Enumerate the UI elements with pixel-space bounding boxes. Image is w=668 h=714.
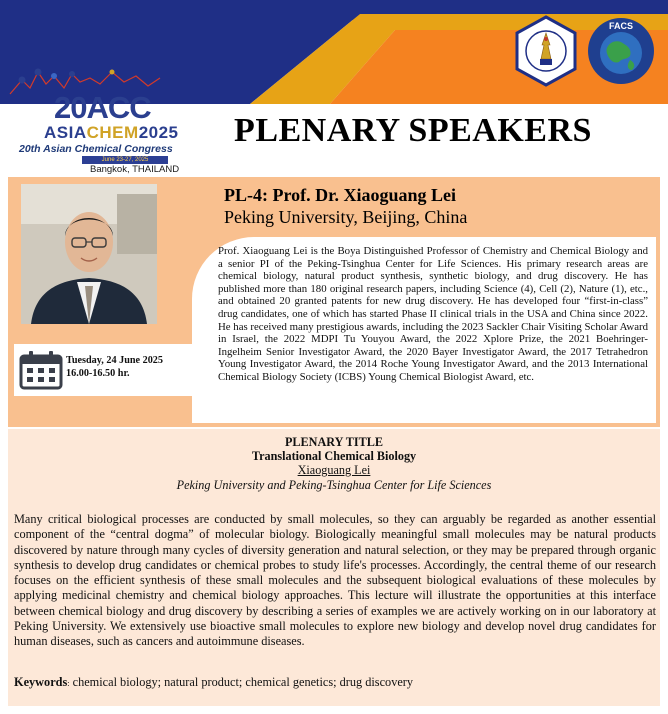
plenary-panel	[8, 429, 660, 706]
asiachem-2025-logo	[8, 66, 180, 175]
keywords-list: chemical biology; natural product; chemical genetics; drug discovery	[72, 675, 414, 689]
speaker-panel	[8, 177, 660, 427]
speaker-bio: Prof. Xiaoguang Lei is the Boya Distinguished Professor of Chemistry and Chemical Biology and a senior PI of the Peking-Tsinghua Center for Life Sciences. His primary research areas are chemical biology, natural product synthesis, synthetic biology, and drug discovery. He has published more than 180 original research papers, including Science (4), Cell (2), Nature (1), etc., and obtained 20 granted patents for new drug discovery. He has developed four “first-in-class” drug candidates, one of which has started Phase II clinical trials in the USA and China since 2022. He has received many prestigious awards, including the 2023 Sackler Chair Visiting Scholar Award in Israel, the 2022 MDPI Tu Youyou Award, the 2022 Xplore Prize, the 2021 Boehringer-Ingelheim Senior Investigator Award, the 2020 Bayer Investigator Award, the 2017 Tetrahedron Young Investigator Award, the 2014 Roche Young Investigator Award, and the 2013 International Chemical Biology Society (ICBS) Young Chemical Biologist Award, etc.	[218, 245, 648, 383]
svg-text:FACS: FACS	[608, 21, 634, 31]
speaker-bio-box	[192, 237, 656, 423]
schedule-box	[14, 344, 192, 396]
speaker-name: PL-4: Prof. Dr. Xiaoguang Lei	[224, 185, 456, 205]
logo-dates: June 23-27, 2025	[82, 156, 168, 164]
logo-city: Bangkok, THAILAND	[90, 164, 180, 175]
facs-logo	[586, 16, 656, 86]
logo-asiachem-text	[44, 123, 179, 143]
talk-abstract: Many critical biological processes are conducted by small molecules, so they can arguably be regarded as another essential component of the “central dogma” of molecular biology. Biologically meaningful small molecules may be natural products discovered by nature through many cycles of diversity generation and natural selection, or they may be prepared through organic synthesis to develop drug candidates or chemical probes to study life's processes. Accordingly, the central theme of our research focuses on the efficient synthesis of these small molecules and the subsequent biological evaluations of these molecules by applying medicinal chemistry and chemical biology approaches. This lecture will illustrate the opportunities at this interface between chemical biology and drug discovery by describing a series of examples we are actively working on in our laboratory at Peking University. We extensively use bioactive small molecules to explore new biology and develop novel drug candidates for human diseases, such as cancers and autoimmune diseases.	[14, 512, 656, 649]
page-title: PLENARY SPEAKERS	[234, 112, 592, 149]
schedule-time: 16.00-16.50 hr.	[66, 368, 130, 379]
logo-chem-word: CHEM	[86, 123, 139, 142]
logo-congress-name: 20th Asian Chemical Congress	[19, 143, 173, 155]
calendar-icon	[18, 350, 64, 390]
schedule-date: Tuesday, 24 June 2025	[66, 355, 163, 366]
speaker-photo	[21, 184, 157, 324]
chemical-society-of-thailand-logo	[514, 15, 578, 87]
keywords-label: Keywords	[14, 675, 68, 689]
speaker-portrait-graphic	[21, 184, 157, 324]
plenary-heading: PLENARY TITLE	[284, 435, 384, 449]
logo-asia-word: ASIA	[44, 123, 87, 142]
keywords-separator: :	[67, 679, 70, 688]
talk-author: Xiaoguang Lei	[297, 463, 371, 477]
logo-year: 2025	[138, 123, 179, 142]
plenary-title-block	[8, 435, 660, 493]
header	[0, 0, 668, 176]
logo-20acc-text: 20ACC	[54, 90, 151, 125]
talk-title: Translational Chemical Biology	[251, 449, 417, 463]
speaker-affiliation: Peking University, Beijing, China	[224, 207, 468, 227]
keywords-line	[14, 675, 654, 691]
talk-author-affiliation: Peking University and Peking-Tsinghua Center for Life Sciences	[176, 478, 492, 492]
